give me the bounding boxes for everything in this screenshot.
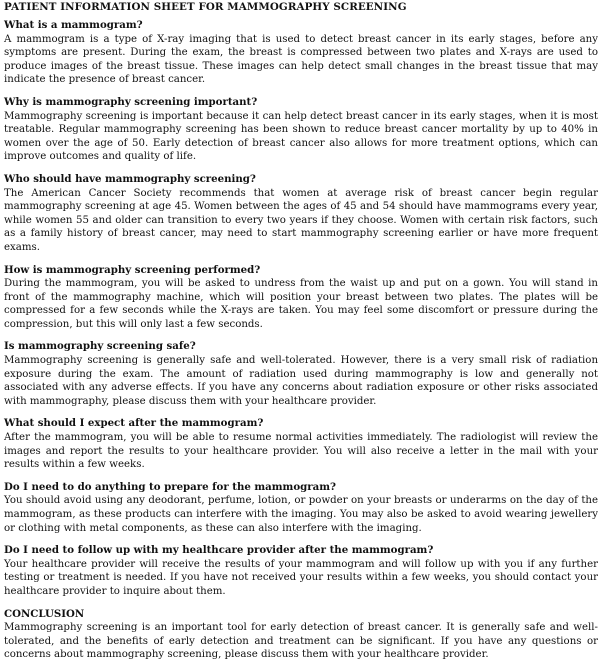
section-heading: How is mammography screening performed? bbox=[4, 263, 261, 276]
section-what-is-mammogram bbox=[4, 19, 598, 87]
section-after-mammogram bbox=[4, 417, 598, 471]
section-why-important bbox=[4, 96, 598, 164]
section-prepare bbox=[4, 481, 598, 535]
section-heading: CONCLUSION bbox=[4, 607, 85, 620]
section-body: After the mammogram, you will be able to resume normal activities immediately. The radiologist will review the images and report the results to your healthcare provider. You will also receive a letter in the mail with your results within a few weeks. bbox=[4, 432, 598, 471]
section-body: Mammography screening is important because it can help detect breast cancer in its early stages, when it is most treatable. Regular mammography screening has been shown to reduce breast cancer mortality by up to 40% in women over the age of 50. Early detection of breast cancer also allows for more treatment options, which can improve outcomes and quality of life. bbox=[4, 110, 598, 163]
section-body: During the mammogram, you will be asked to undress from the waist up and put on a gown. You will stand in front of the mammography machine, which will position your breast between two plates. The plates will be compressed for a few seconds while the X-rays are taken. You may feel some discomfort or pressure during the compression, but this will only last a few seconds. bbox=[4, 278, 598, 330]
section-heading: Why is mammography screening important? bbox=[4, 95, 258, 108]
section-is-safe bbox=[4, 340, 598, 408]
section-body: Mammography screening is generally safe and well-tolerated. However, there is a very small risk of radiation exposure during the exam. The amount of radiation used during mammography is low and generally not associated with any adverse effects. If you have any concerns about radiation exposure or other risks associated with mammography, please discuss them with your healthcare provider. bbox=[4, 355, 598, 407]
section-body: The American Cancer Society recommends that women at average risk of breast cancer begin regular mammography screening at age 45. Women between the ages of 45 and 54 should have mammograms every year, while women 55 and older can transition to every two years if they choose. Women with certain risk factors, such as a family history of breast cancer, may need to start mammography screening earlier or have more frequent exams. bbox=[4, 187, 598, 253]
section-heading: Do I need to do anything to prepare for the mammogram? bbox=[4, 480, 336, 493]
section-heading: What is a mammogram? bbox=[4, 19, 143, 31]
section-conclusion bbox=[4, 608, 598, 662]
document-title: PATIENT INFORMATION SHEET FOR MAMMOGRAPHY SCREENING bbox=[4, 1, 407, 13]
section-body: You should avoid using any deodorant, perfume, lotion, or powder on your breasts or underarms on the day of the mammogram, as these products can interfere with the imaging. You may also be asked to avoid wearing jewellery or clothing with metal components, as these can also interfere with the imaging. bbox=[4, 495, 598, 534]
section-how-performed bbox=[4, 264, 598, 332]
section-heading: Do I need to follow up with my healthcare provider after the mammogram? bbox=[4, 544, 434, 557]
document-page bbox=[4, 0, 598, 671]
section-body: Your healthcare provider will receive the results of your mammogram and will follow up with you if any further testing or treatment is needed. If you have not received your results within a few weeks, you should contact your healthcare provider to inquire about them. bbox=[4, 558, 598, 597]
section-body: Mammography screening is an important tool for early detection of breast cancer. It is generally safe and well-tolerated, and the benefits of early detection and treatment can be significant. If you have any questions or concerns about mammography screening, please discuss them with your healthcare provider. bbox=[4, 622, 598, 661]
section-heading: Is mammography screening safe? bbox=[4, 340, 196, 353]
section-follow-up bbox=[4, 544, 598, 598]
section-body: A mammogram is a type of X-ray imaging that is used to detect breast cancer in its early stages, before any symptoms are present. During the exam, the breast is compressed between two plates and X-rays are used to produce images of the breast tissue. These images can help detect small changes in the breast tissue that may indicate the presence of breast cancer. bbox=[4, 33, 598, 86]
section-heading: Who should have mammography screening? bbox=[4, 172, 256, 185]
section-heading: What should I expect after the mammogram? bbox=[4, 417, 264, 430]
section-who-should-screen bbox=[4, 173, 598, 255]
